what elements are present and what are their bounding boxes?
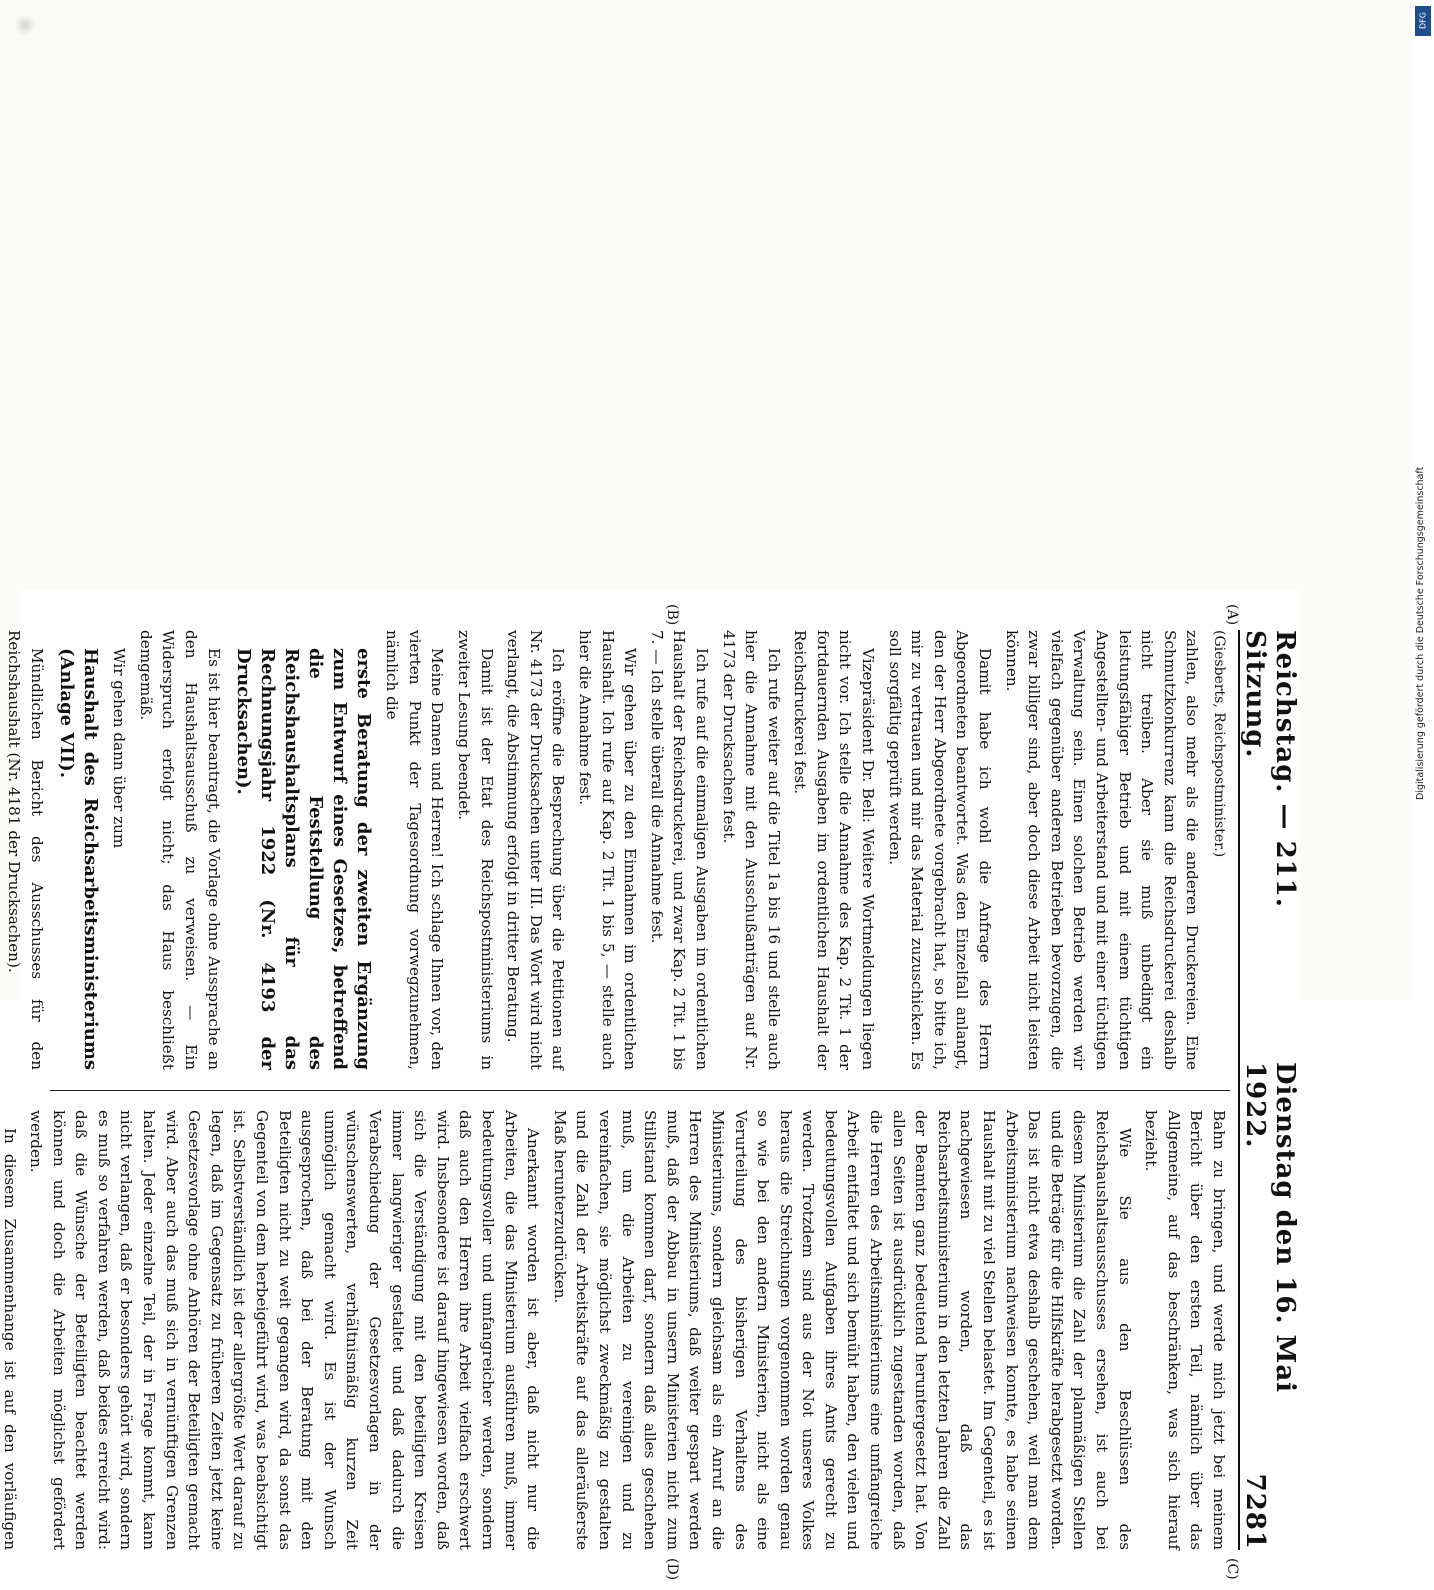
paragraph: Wir gehen über zu den Einnahmen im ordentlichen Haushalt. Ich rufe auf Kap. 2 Tit. 1 bis 5, — stelle auch hier die Annahme fest. bbox=[575, 630, 640, 1070]
paragraph: In diesem Zusammenhange ist auf den vorläufigen bbox=[0, 1128, 19, 1550]
paragraph: Mündlichen Bericht des Ausschusses für den Reichshaushalt (Nr. 4181 der Drucksachen). bbox=[5, 630, 46, 1070]
header-left: Reichstag. — 211. Sitzung. bbox=[1240, 630, 1300, 908]
paragraph: Anerkannt worden ist aber, daß nicht nur die Arbeiten, die das Ministerium ausführen muß, immer bedeutungsvoller und umfangreicher werden, sondern daß auch den Herren ihre Arbeit vielfach erschwert wird. Insbesondere ist darauf hingewiesen worden, daß sich die Verständigung mit den beteiligten Kreisen immer langwieriger gestaltet und daß dadurch die Verabschiedung der Gesetzesvorlagen in der wünschenswerten, verhältnismäßig kurzen Zeit unmöglich gemacht wird. Es ist der Wunsch ausgesprochen, daß bei der Beratung mit den Beteiligten nicht zu weit gegangen wird, da sonst das Gegenteil von dem herbeigeführt wird, was beabsichtigt ist. Selbstverständlich ist der allergrößte Wert darauf zu legen, daß im Gegensatz zu früheren Zeiten jetzt keine Gesetzesvorlage ohne Anhören der Beteiligten gemacht wird. Aber auch das muß sich in vernünftigen Grenzen halten. Jeder einzelne Teil, der in Frage kommt, kann nicht verlangen, daß er besonders gehört wird, sondern es muß so verfahren werden, daß beides erreicht wird: daß die Wünsche der Beteiligten beachtet werden können und doch die Arbeiten möglichst gefördert werden. bbox=[27, 1110, 543, 1550]
margin-marker-b: (B) bbox=[664, 604, 680, 626]
paragraph: Ich rufe auf die einmaligen Ausgaben im ordentlichen Haushalt der Reichsdruckerei, und zwar Kap. 2 Tit. 1 bis 7. — Ich stelle überall die Annahme fest. bbox=[647, 630, 711, 1070]
paragraph: Vizepräsident Dr. Bell: Weitere Wortmeldungen liegen nicht vor. Ich stelle die Annahme des Kap. 2 Tit. 1 der fortdauernden Ausgaben im ordentlichen Haushalt der Reichsdruckerei fest. bbox=[791, 630, 878, 1070]
page-header bbox=[1238, 630, 1300, 1550]
right-column bbox=[0, 1110, 1230, 1550]
paragraph: Ich eröffne die Besprechung über die Petitionen auf Nr. 4173 der Drucksachen unter III. Das Wort wird nicht verlangt, die Abstimmung erfolgt in dritter Beratung. bbox=[504, 630, 568, 1070]
agenda-heading: Haushalt des Reichsarbeitsministeriums (Anlage VII). bbox=[55, 648, 101, 1070]
paragraph: Meine Damen und Herren! Ich schlage Ihnen vor, den vierten Punkt der Tagesordnung vorwegzunehmen, nämlich die bbox=[383, 630, 447, 1070]
rotated-page bbox=[0, 590, 1300, 1590]
margin-marker-c: (C) bbox=[1224, 1558, 1240, 1580]
digitization-credit: Digitalisierung gefördert durch die Deutsche Forschungsgemeinschaft bbox=[1415, 466, 1426, 800]
paragraph: Damit habe ich wohl die Anfrage des Herrn Abgeordneten beantwortet. Was den Einzelfall anlangt, den der Herr Abgeordnete vorgebracht hat, so bitte ich, mir zu vertrauen und mir das Material zuzuschicken. Es soll sorgfältig geprüft werden. bbox=[885, 630, 995, 1070]
page-number: 7281 bbox=[1240, 1473, 1270, 1550]
paragraph: Bahn zu bringen, und werde mich jetzt bei meinem Bericht über den ersten Teil, nämlich über das Allgemeine, auf das beschränken, was sich hierauf bezieht. bbox=[1142, 1110, 1228, 1550]
dfg-logo-icon: DFG bbox=[1415, 6, 1431, 36]
left-column bbox=[5, 630, 1230, 1070]
agenda-heading: erste Beratung der zweiten Ergänzung zum Entwurf eines Gesetzes, betreffend die Feststellung des Reichshaushaltsplans für das Rechnungsjahr 1922 (Nr. 4193 der Drucksachen). bbox=[232, 648, 374, 1070]
paragraph: Wir gehen dann über zum bbox=[110, 648, 129, 849]
digitization-sidebar bbox=[1412, 0, 1434, 1000]
paragraph: Es ist hier beantragt, die Vorlage ohne Aussprache an den Haushaltsausschuß zu verweisen. — Ein Widerspruch erfolgt nicht; das Haus beschließt demgemäß. bbox=[136, 630, 223, 1070]
paragraph: Ich rufe weiter auf die Titel 1a bis 16 und stelle auch hier die Annahme mit den Ausschußanträgen auf Nr. 4173 der Drucksachen fest. bbox=[719, 630, 783, 1070]
margin-marker-d: (D) bbox=[664, 1558, 680, 1581]
scan-speck bbox=[14, 14, 36, 36]
margin-marker-a: (A) bbox=[1224, 604, 1240, 626]
speaker-tag: (Giesberts, Reichspostminister.) bbox=[1211, 630, 1227, 858]
column-divider bbox=[50, 1090, 1230, 1091]
paragraph: Wie Sie aus den Beschlüssen des Reichshaushaltsausschusses ersehen, ist auch bei diesem Ministerium die Zahl der planmäßigen Stellen und die Beträge für die Hilfskräfte herabgesetzt worden. Das ist nicht etwa deshalb geschehen, weil man dem Arbeitsministerium nachweisen konnte, es habe seinen Haushalt mit zu viel Stellen belastet. Im Gegenteil, es ist nachgewiesen worden, daß das Reichsarbeitsministerium in den letzten Jahren die Zahl der Beamten ganz bedeutend heruntergesetzt hat. Von allen Seiten ist ausdrücklich zugestanden worden, daß die Herren des Arbeitsministeriums eine umfangreiche Arbeit entfaltet und sich bemüht haben, den vielen und bedeutungsvollen Aufgaben ihres Amts gerecht zu werden. Trotzdem sind aus der Not unseres Volkes heraus die Streichungen vorgenommen worden genau so wie bei den andern Ministerien, nicht als eine Verurteilung des bisherigen Verhaltens des Ministeriums, sondern gleichsam als ein Anruf an die Herren des Ministeriums, daß weiter gespart werden muß, daß der Abbau in unsern Ministerien nicht zum Stillstand kommen darf, sondern daß alles geschehen muß, um die Arbeiten zu vereinigen und zu vereinfachen, sie möglichst zweckmäßig zu gestalten und die Zahl der Arbeitskräfte auf das alleräußerste Maß herunterzudrücken. bbox=[550, 1110, 1134, 1550]
paragraph: zahlen, also mehr als die anderen Druckereien. Eine Schmutzkonkurrenz kann die Reichsdruckerei deshalb nicht treiben. Aber sie muß unbedingt ein leistungsfähiger Betrieb und mit einem tüchtigen Angestellten- und Arbeiterstand und mit einer tüchtigen Verwaltung sein. Einen solchen Betrieb werden wir vielfach gegenüber anderen Betrieben bevorzugen, die zwar billiger sind, aber doch diese Arbeit nicht leisten können. bbox=[1002, 630, 1202, 1070]
header-date: Dienstag den 16. Mai 1922. bbox=[1240, 1062, 1300, 1394]
paragraph: Damit ist der Etat des Reichspostministeriums in zweiter Lesung beendet. bbox=[455, 630, 496, 1070]
